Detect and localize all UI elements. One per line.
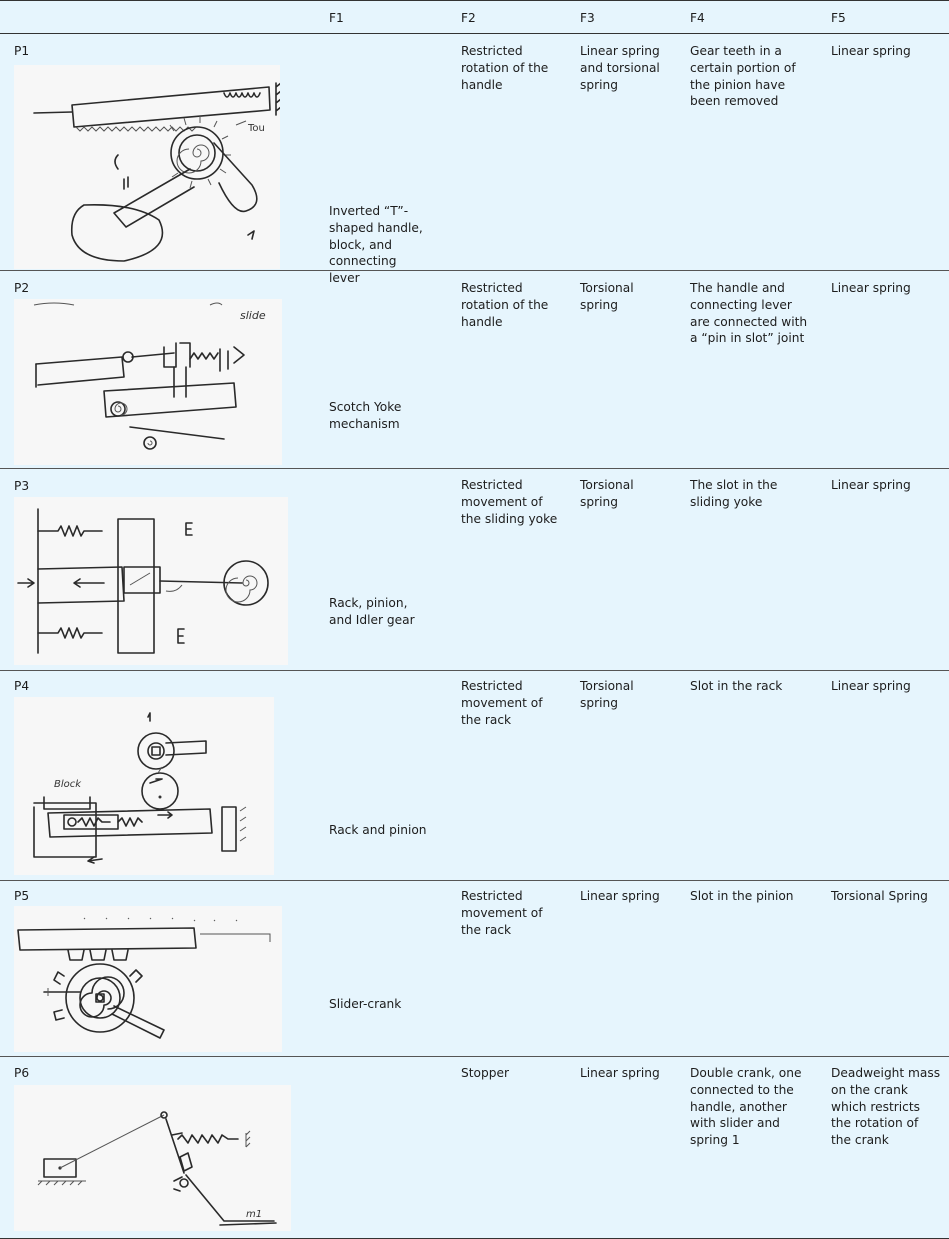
header-f4: F4 [690, 11, 705, 25]
cell-f1: Rack and pinion [329, 823, 427, 837]
table-row [0, 671, 949, 881]
sketch-p5 [14, 906, 282, 1052]
cell-f5: Torsional Spring [831, 889, 928, 903]
header-f3: F3 [580, 11, 595, 25]
cell-f2: Restricted rotation of the handle [461, 281, 549, 329]
row-id: P2 [14, 281, 30, 295]
cell-f3: Torsional spring [580, 478, 634, 509]
sketch-p2 [14, 299, 282, 465]
cell-f1: Slider-crank [329, 997, 402, 1011]
cell-f5: Deadweight mass on the crank which restricts the rotation of the crank [831, 1066, 941, 1148]
table-row [0, 881, 949, 1057]
table-row [0, 1057, 949, 1239]
cell-f5: Linear spring [831, 44, 911, 58]
cell-f3: Linear spring and torsional spring [580, 44, 660, 92]
cell-f4: Slot in the pinion [690, 889, 794, 903]
header-f1: F1 [329, 11, 344, 25]
header-f5: F5 [831, 11, 846, 25]
row-id: P5 [14, 889, 30, 903]
cell-f2: Restricted movement of the rack [461, 889, 543, 937]
cell-f5: Linear spring [831, 478, 911, 492]
header-f2: F2 [461, 11, 476, 25]
row-id: P3 [14, 479, 30, 493]
cell-f4: Double crank, one connected to the handle, another with slider and spring 1 [690, 1066, 802, 1148]
cell-f3: Torsional spring [580, 679, 634, 710]
cell-f2: Restricted movement of the rack [461, 679, 543, 727]
table-row [0, 33, 949, 286]
cell-f3: Torsional spring [580, 281, 634, 312]
cell-f1: Rack, pinion, and Idler gear [329, 596, 415, 627]
row-id: P6 [14, 1066, 30, 1080]
cell-f5: Linear spring [831, 281, 911, 295]
cell-f2: Restricted movement of the sliding yoke [461, 478, 558, 526]
sketch-p4 [14, 697, 274, 875]
cell-f4: The handle and connecting lever are connected with a “pin in slot” joint [690, 281, 808, 346]
cell-f2: Stopper [461, 1066, 509, 1080]
cell-f4: Slot in the rack [690, 679, 783, 693]
table-row [0, 271, 949, 469]
sketch-note: Tou [248, 123, 265, 134]
sketch-p6 [14, 1085, 291, 1231]
sketch-note: slide [240, 309, 266, 322]
cell-f1: Scotch Yoke mechanism [329, 400, 402, 431]
cell-f1: Inverted “T”-shaped handle, block, and connecting lever [329, 204, 423, 286]
table-header [0, 0, 949, 34]
cell-f4: The slot in the sliding yoke [690, 478, 778, 509]
sketch-p3 [14, 497, 288, 665]
row-id: P1 [14, 44, 30, 58]
sketch-note: Block [54, 779, 82, 790]
cell-f3: Linear spring [580, 1066, 660, 1080]
sketch-note: m1 [246, 1209, 263, 1220]
table-row [0, 469, 949, 671]
sketch-p1 [14, 65, 280, 269]
cell-f4: Gear teeth in a certain portion of the pinion have been removed [690, 44, 796, 109]
cell-f5: Linear spring [831, 679, 911, 693]
cell-f3: Linear spring [580, 889, 660, 903]
row-id: P4 [14, 679, 30, 693]
cell-f2: Restricted rotation of the handle [461, 44, 549, 92]
